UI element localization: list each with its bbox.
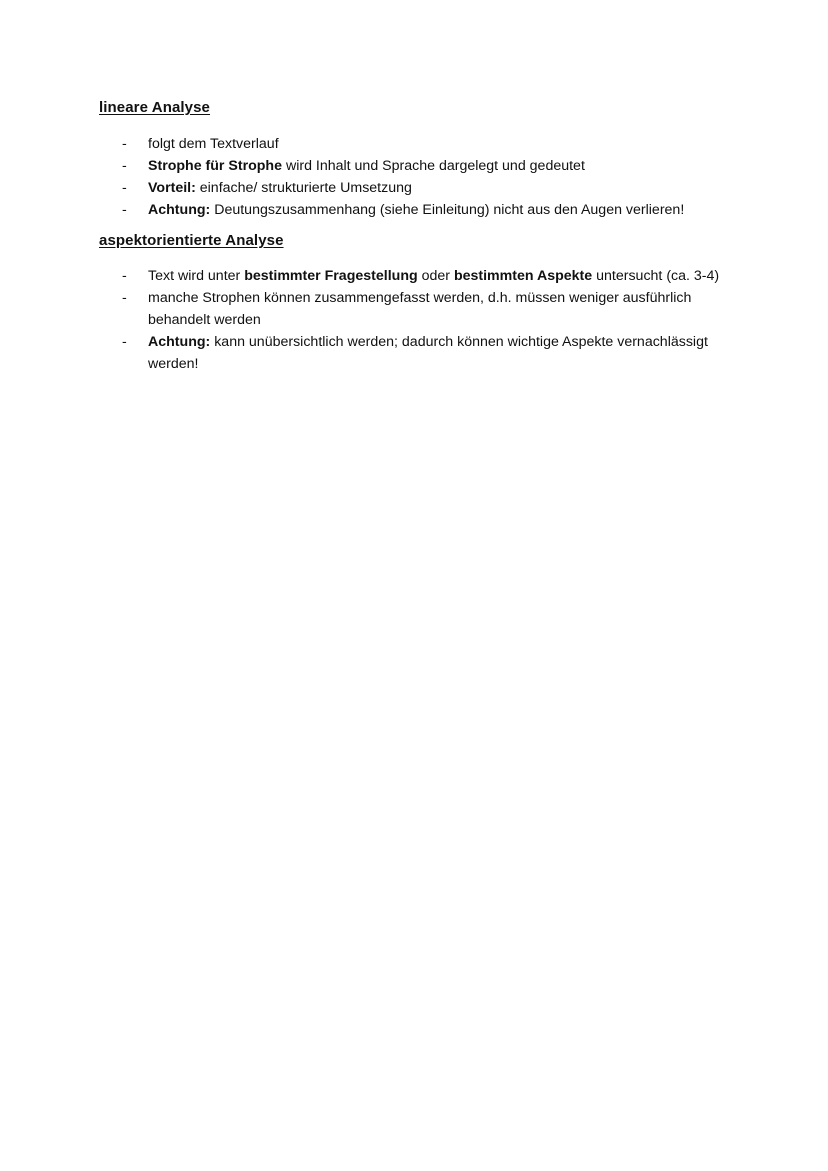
item-emphasis: Achtung:	[148, 202, 211, 218]
item-text: Deutungszusammenhang (siehe Einleitung) nicht aus den Augen verlieren!	[210, 202, 685, 218]
item-text: Text wird unter	[148, 268, 245, 284]
list-item	[0, 287, 828, 331]
item-text: einfache/ strukturierte Umsetzung	[195, 180, 412, 196]
list-item	[0, 199, 828, 221]
item-emphasis: Strophe für Strophe	[148, 158, 282, 174]
bullet-dash: -	[122, 268, 127, 284]
item-emphasis: bestimmter Fragestellung	[244, 268, 418, 284]
item-emphasis: bestimmten Aspekte	[453, 268, 593, 284]
bullet-dash: -	[122, 290, 127, 306]
list-item	[0, 155, 828, 177]
item-text: oder	[417, 268, 454, 284]
bullet-dash: -	[122, 180, 127, 196]
bullet-dash: -	[122, 202, 127, 218]
list-item	[0, 265, 828, 287]
item-text: untersucht (ca. 3-4)	[592, 268, 720, 284]
item-emphasis: Achtung:	[148, 334, 211, 350]
section-heading-linear: lineare Analyse	[99, 99, 211, 116]
item-emphasis: Vorteil:	[148, 180, 196, 196]
bullet-dash: -	[122, 158, 127, 174]
section-heading-aspect: aspektorientierte Analyse	[99, 232, 284, 249]
aspect-analysis-list	[0, 265, 828, 375]
item-text: kann unübersichtlich werden; dadurch können wichtige Aspekte vernachlässigt werden!	[148, 334, 708, 372]
item-text: wird Inhalt und Sprache dargelegt und gedeutet	[282, 158, 585, 174]
item-text: folgt dem Textverlauf	[148, 136, 279, 152]
bullet-dash: -	[122, 136, 127, 152]
list-item	[0, 133, 828, 155]
linear-analysis-list	[0, 133, 828, 221]
bullet-dash: -	[122, 334, 127, 350]
item-text: manche Strophen können zusammengefasst werden, d.h. müssen weniger ausführlich behandelt werden	[148, 290, 692, 328]
list-item	[0, 177, 828, 199]
list-item	[0, 331, 828, 375]
